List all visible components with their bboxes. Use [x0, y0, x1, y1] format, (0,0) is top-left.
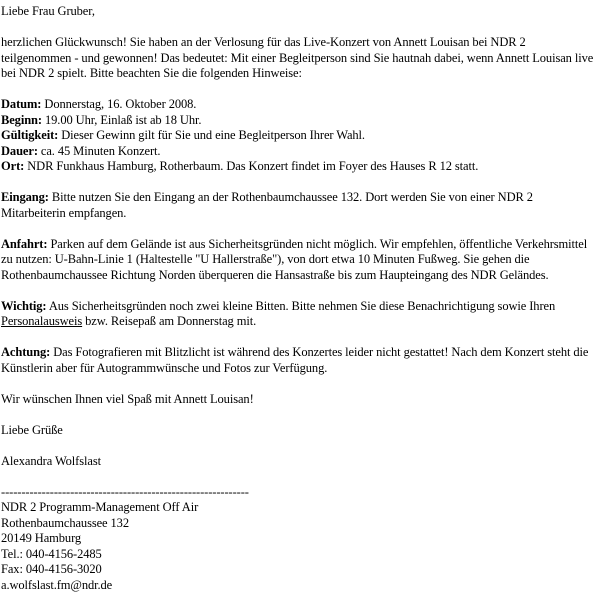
- wish-line: Wir wünschen Ihnen viel Spaß mit Annett Louisan!: [1, 392, 597, 408]
- detail-label: Ort:: [1, 159, 24, 173]
- detail-text: ca. 45 Minuten Konzert.: [38, 144, 161, 158]
- detail-start: [1, 113, 597, 129]
- detail-location: [1, 159, 597, 175]
- event-details: [1, 97, 597, 175]
- signature-phone: Tel.: 040-4156-2485: [1, 547, 597, 563]
- signature-street: Rothenbaumchaussee 132: [1, 516, 597, 532]
- greeting: Liebe Frau Gruber,: [1, 4, 597, 20]
- important-paragraph: [1, 299, 597, 330]
- signature-separator: -------------------------------------------------------------: [1, 485, 597, 501]
- important-label: Wichtig:: [1, 299, 47, 313]
- important-text: Aus Sicherheitsgründen noch zwei kleine Bitten. Bitte nehmen Sie diese Benachrichtigung sowie Ihren: [47, 299, 556, 313]
- detail-label: Gültigkeit:: [1, 128, 58, 142]
- detail-text: Donnerstag, 16. Oktober 2008.: [41, 97, 196, 111]
- detail-text: Dieser Gewinn gilt für Sie und eine Begleitperson Ihrer Wahl.: [58, 128, 365, 142]
- detail-duration: [1, 144, 597, 160]
- detail-label: Dauer:: [1, 144, 38, 158]
- signature-fax: Fax: 040-4156-3020: [1, 562, 597, 578]
- attention-text: Das Fotografieren mit Blitzlicht ist während des Konzertes leider nicht gestattet! Nach dem Konzert steht die Künstlerin aber für Autogrammwünsche und Fotos zur Verfügung.: [1, 345, 588, 375]
- attention-paragraph: [1, 345, 597, 376]
- entrance-paragraph: [1, 190, 597, 221]
- detail-label: Datum:: [1, 97, 41, 111]
- intro-paragraph: herzlichen Glückwunsch! Sie haben an der Verlosung für das Live-Konzert von Annett Louisan bei NDR 2 teilgenommen - und gewonnen! Das bedeutet: Mit einer Begleitperson sind Sie hautnah dabei, wenn Annett Louisan live bei NDR 2 spielt. Bitte beachten Sie die folgenden Hinweise:: [1, 35, 597, 82]
- attention-label: Achtung:: [1, 345, 50, 359]
- email-body: [1, 4, 597, 593]
- detail-validity: [1, 128, 597, 144]
- entrance-label: Eingang:: [1, 190, 49, 204]
- important-text-after: bzw. Reisepaß am Donnerstag mit.: [82, 314, 256, 328]
- sender-name: Alexandra Wolfslast: [1, 454, 597, 470]
- signature-block: [1, 485, 597, 593]
- detail-label: Beginn:: [1, 113, 42, 127]
- closing-line: Liebe Grüße: [1, 423, 597, 439]
- signature-email[interactable]: a.wolfslast.fm@ndr.de: [1, 578, 597, 593]
- arrival-label: Anfahrt:: [1, 237, 47, 251]
- id-card-link[interactable]: Personalausweis: [1, 314, 82, 328]
- entrance-text: Bitte nutzen Sie den Eingang an der Rothenbaumchaussee 132. Dort werden Sie von einer NDR 2 Mitarbeiterin empfangen.: [1, 190, 533, 220]
- arrival-paragraph: [1, 237, 597, 284]
- signature-city: 20149 Hamburg: [1, 531, 597, 547]
- detail-text: 19.00 Uhr, Einlaß ist ab 18 Uhr.: [42, 113, 201, 127]
- detail-text: NDR Funkhaus Hamburg, Rotherbaum. Das Konzert findet im Foyer des Hauses R 12 statt.: [24, 159, 478, 173]
- signature-company: NDR 2 Programm-Management Off Air: [1, 500, 597, 516]
- arrival-text: Parken auf dem Gelände ist aus Sicherheitsgründen nicht möglich. Wir empfehlen, öffentliche Verkehrsmittel zu nutzen: U-Bahn-Linie 1 (Haltestelle "U Hallerstraße"), von dort etwa 10 Minuten Fußweg. Sie gehen die Rothenbaumchaussee Richtung Norden überqueren die Hansastraße bis zum Haupteingang des NDR Geländes.: [1, 237, 587, 282]
- detail-date: [1, 97, 597, 113]
